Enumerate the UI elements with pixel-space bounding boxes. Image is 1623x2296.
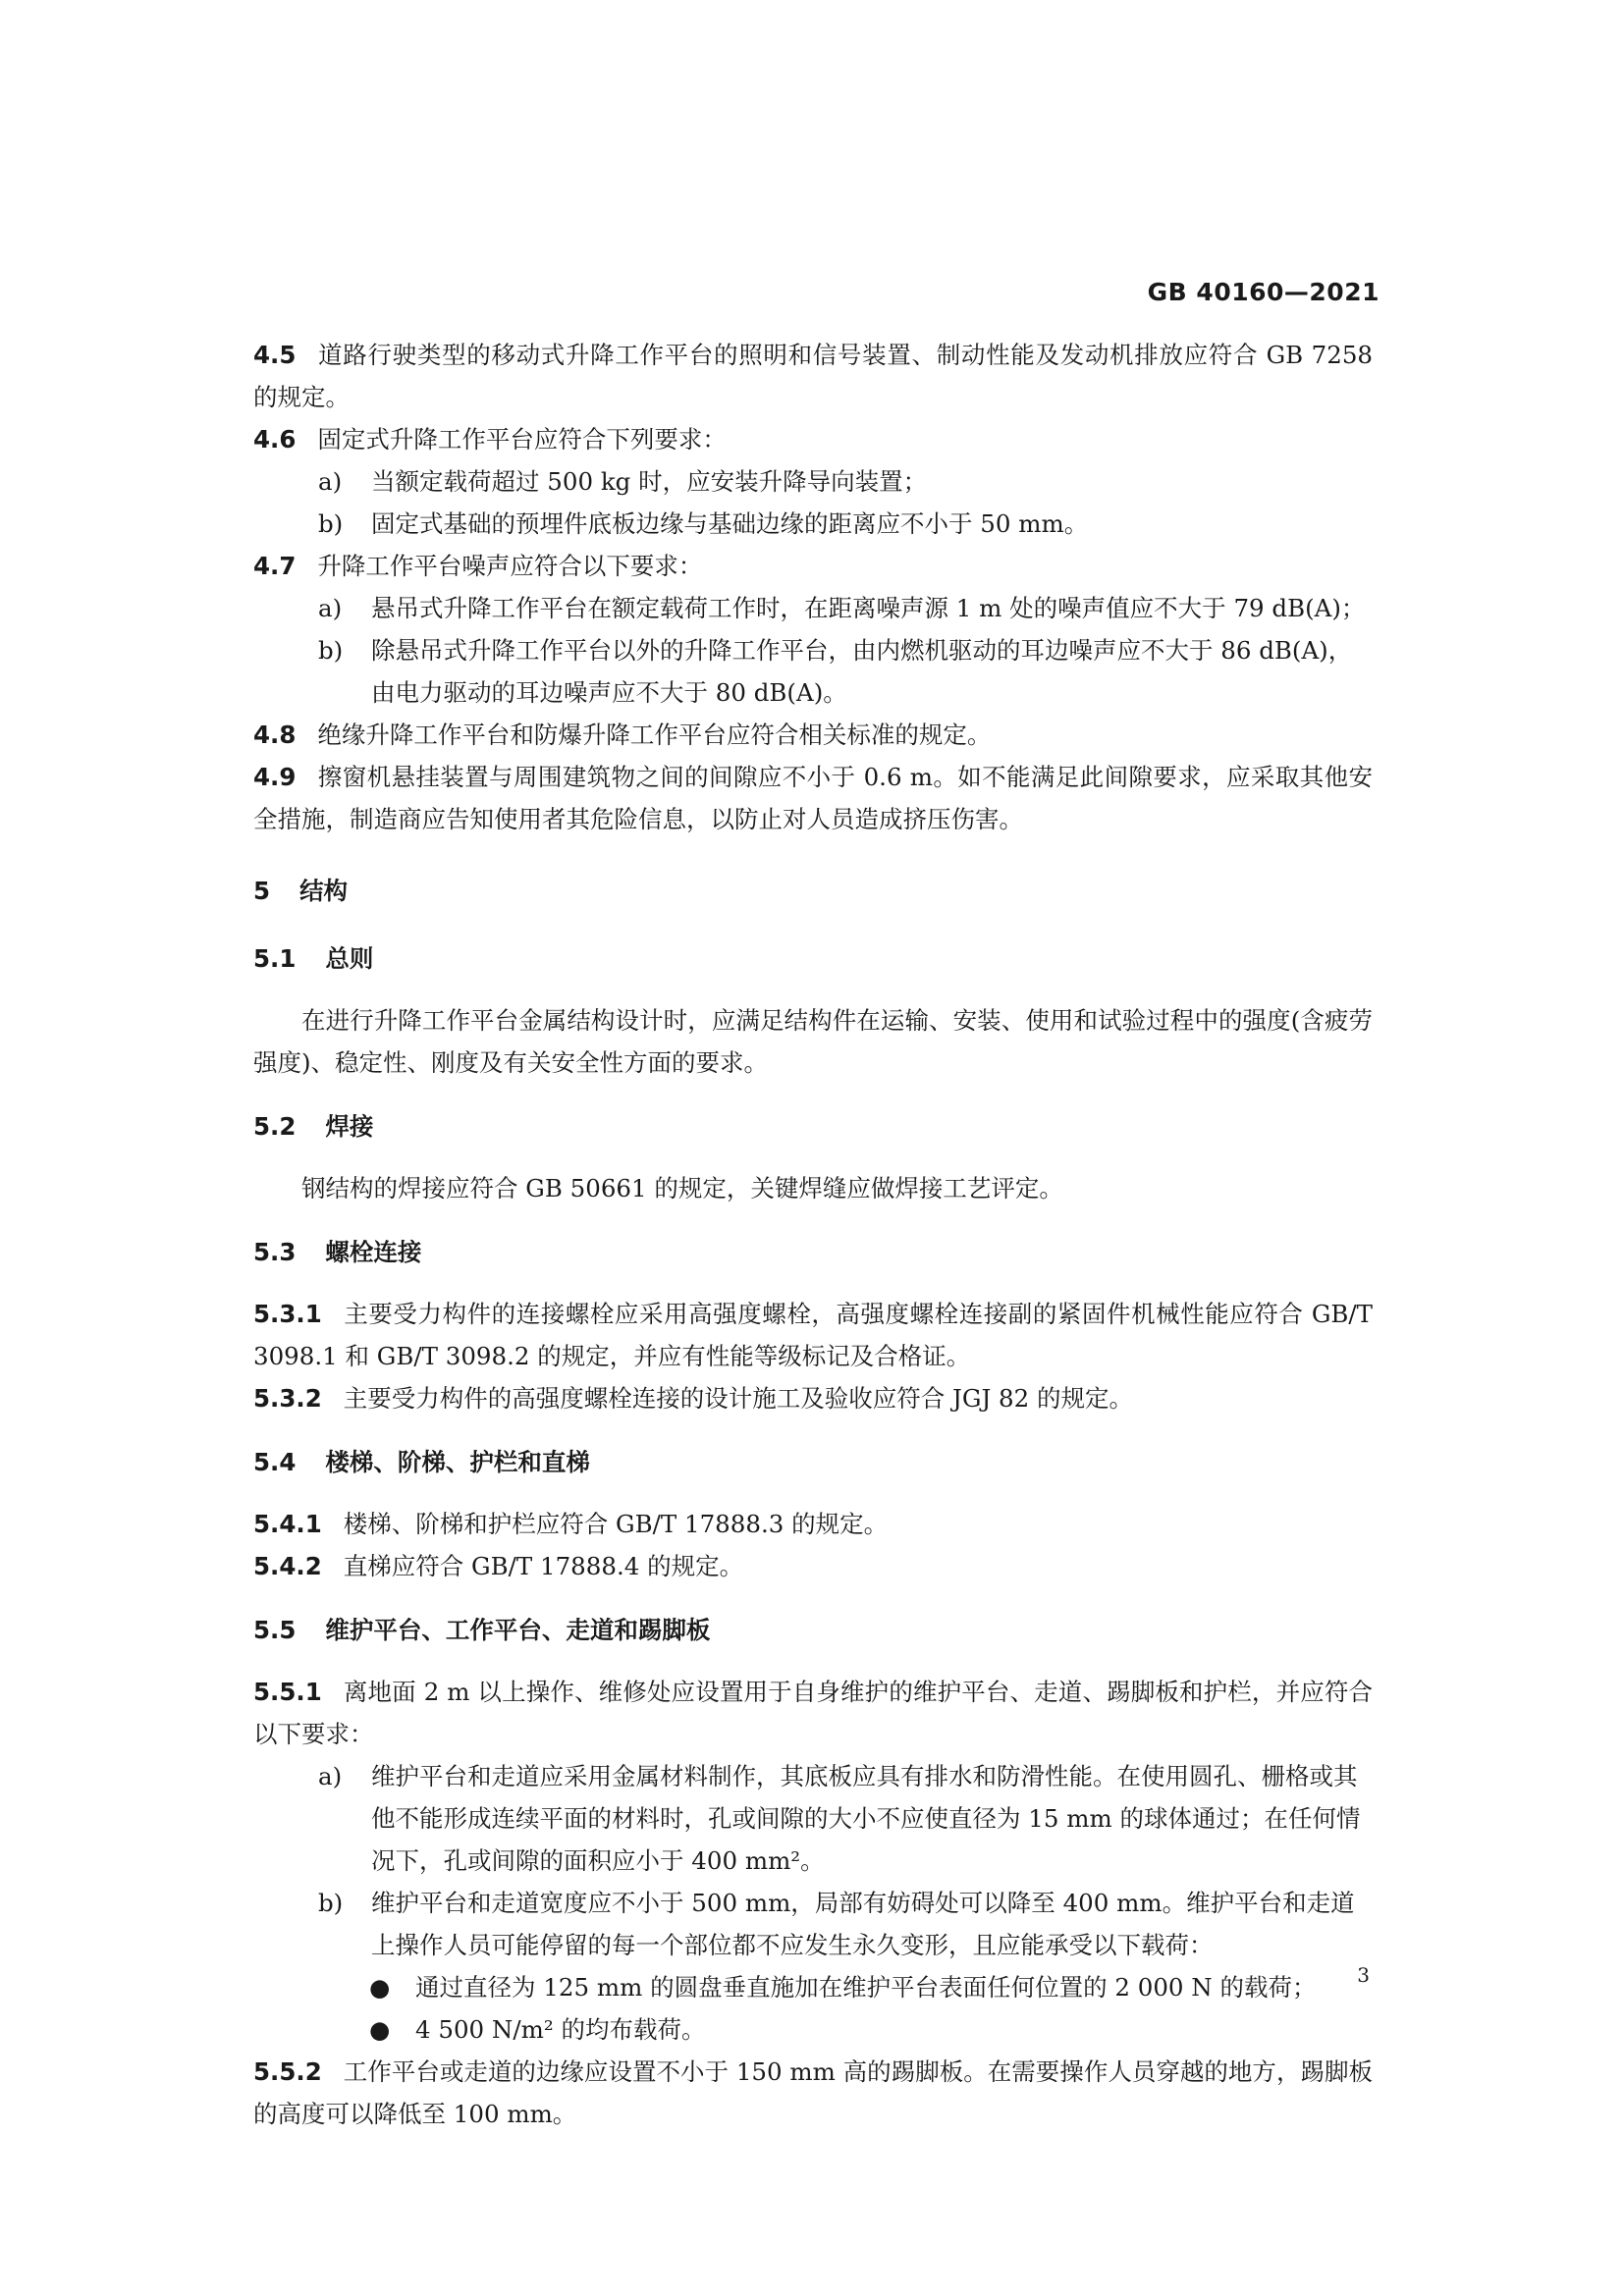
clause-4-9: 4.9 擦窗机悬挂装置与周围建筑物之间的间隙应不小于 0.6 m。如不能满足此间隙要求，应采取其他安全措施，制造商应告知使用者其危险信息，以防止对人员造成挤压伤害。: [253, 763, 1373, 833]
clause-5-3-2: 5.3.2 主要受力构件的高强度螺栓连接的设计施工及验收应符合 JGJ 82 的规定。: [253, 1384, 1134, 1413]
doc-code-header: GB 40160—2021: [1147, 278, 1380, 306]
clause-4-5: 4.5 道路行驶类型的移动式升降工作平台的照明和信号装置、制动性能及发动机排放应符合 GB 7258 的规定。: [253, 341, 1373, 411]
clause-4-8: 4.8 绝缘升降工作平台和防爆升降工作平台应符合相关标准的规定。: [253, 721, 992, 749]
list-item: b) 维护平台和走道宽度应不小于 500 mm，局部有妨碍处可以降至 400 mm。维护平台和走道上操作人员可能停留的每一个部位都不应发生永久变形，且应能承受以下载荷：: [318, 1889, 1355, 1959]
clause-5-5-2: 5.5.2 工作平台或走道的边缘应设置不小于 150 mm 高的踢脚板。在需要操作人员穿越的地方，踢脚板的高度可以降低至 100 mm。: [253, 2057, 1373, 2128]
section-5-4-heading: 5.4 楼梯、阶梯、护栏和直梯: [253, 1448, 590, 1476]
section-5-5-heading: 5.5 维护平台、工作平台、走道和踢脚板: [253, 1616, 711, 1644]
clause-5-3-1: 5.3.1 主要受力构件的连接螺栓应采用高强度螺栓，高强度螺栓连接副的紧固件机械性能应符合 GB/T 3098.1 和 GB/T 3098.2 的规定，并应有性能等级标记及合格证。: [253, 1300, 1373, 1370]
page-number: 3: [1357, 1963, 1370, 1987]
list-item: b) 固定式基础的预埋件底板边缘与基础边缘的距离应不小于 50 mm。: [318, 509, 1089, 538]
bullet-dot-icon: ●: [369, 2015, 391, 2044]
section-5-2-text: 钢结构的焊接应符合 GB 50661 的规定，关键焊缝应做焊接工艺评定。: [301, 1174, 1063, 1202]
bullet-dot-icon: ●: [369, 1973, 391, 2002]
list-item: a) 维护平台和走道应采用金属材料制作，其底板应具有排水和防滑性能。在使用圆孔、栅格或其他不能形成连续平面的材料时，孔或间隙的大小不应使直径为 15 mm 的球体通过；在任何情况下，孔或间隙的面积应小于 400 mm²。: [318, 1762, 1361, 1875]
section-5-3-heading: 5.3 螺栓连接: [253, 1238, 422, 1266]
clause-4-6: 4.6 固定式升降工作平台应符合下列要求：: [253, 425, 727, 454]
document-body: [253, 334, 1373, 2135]
clause-5-4-2: 5.4.2 直梯应符合 GB/T 17888.4 的规定。: [253, 1552, 744, 1580]
clause-4-7: 4.7 升降工作平台噪声应符合以下要求：: [253, 552, 703, 580]
list-item: b) 除悬吊式升降工作平台以外的升降工作平台，由内燃机驱动的耳边噪声应不大于 86 dB(A)，由电力驱动的耳边噪声应不大于 80 dB(A)。: [318, 636, 1353, 707]
section-5-1-text: 在进行升降工作平台金属结构设计时，应满足结构件在运输、安装、使用和试验过程中的强度(含疲劳强度)、稳定性、刚度及有关安全性方面的要求。: [253, 1006, 1373, 1077]
clause-5-5-1: 5.5.1 离地面 2 m 以上操作、维修处应设置用于自身维护的维护平台、走道、踢脚板和护栏，并应符合以下要求：: [253, 1678, 1373, 1748]
clause-5-4-1: 5.4.1 楼梯、阶梯和护栏应符合 GB/T 17888.3 的规定。: [253, 1510, 889, 1538]
list-item: a) 当额定载荷超过 500 kg 时，应安装升降导向装置；: [318, 467, 928, 496]
bullet-item: ● 通过直径为 125 mm 的圆盘垂直施加在维护平台表面任何位置的 2 000 N 的载荷；: [253, 1966, 1373, 2008]
section-5-heading: 5 结构: [253, 877, 349, 905]
section-5-2-heading: 5.2 焊接: [253, 1112, 374, 1141]
list-item: a) 悬吊式升降工作平台在额定载荷工作时，在距离噪声源 1 m 处的噪声值应不大于 79 dB(A)；: [318, 594, 1366, 622]
bullet-item: ● 4 500 N/m² 的均布载荷。: [253, 2008, 1373, 2051]
section-5-1-heading: 5.1 总则: [253, 944, 374, 973]
